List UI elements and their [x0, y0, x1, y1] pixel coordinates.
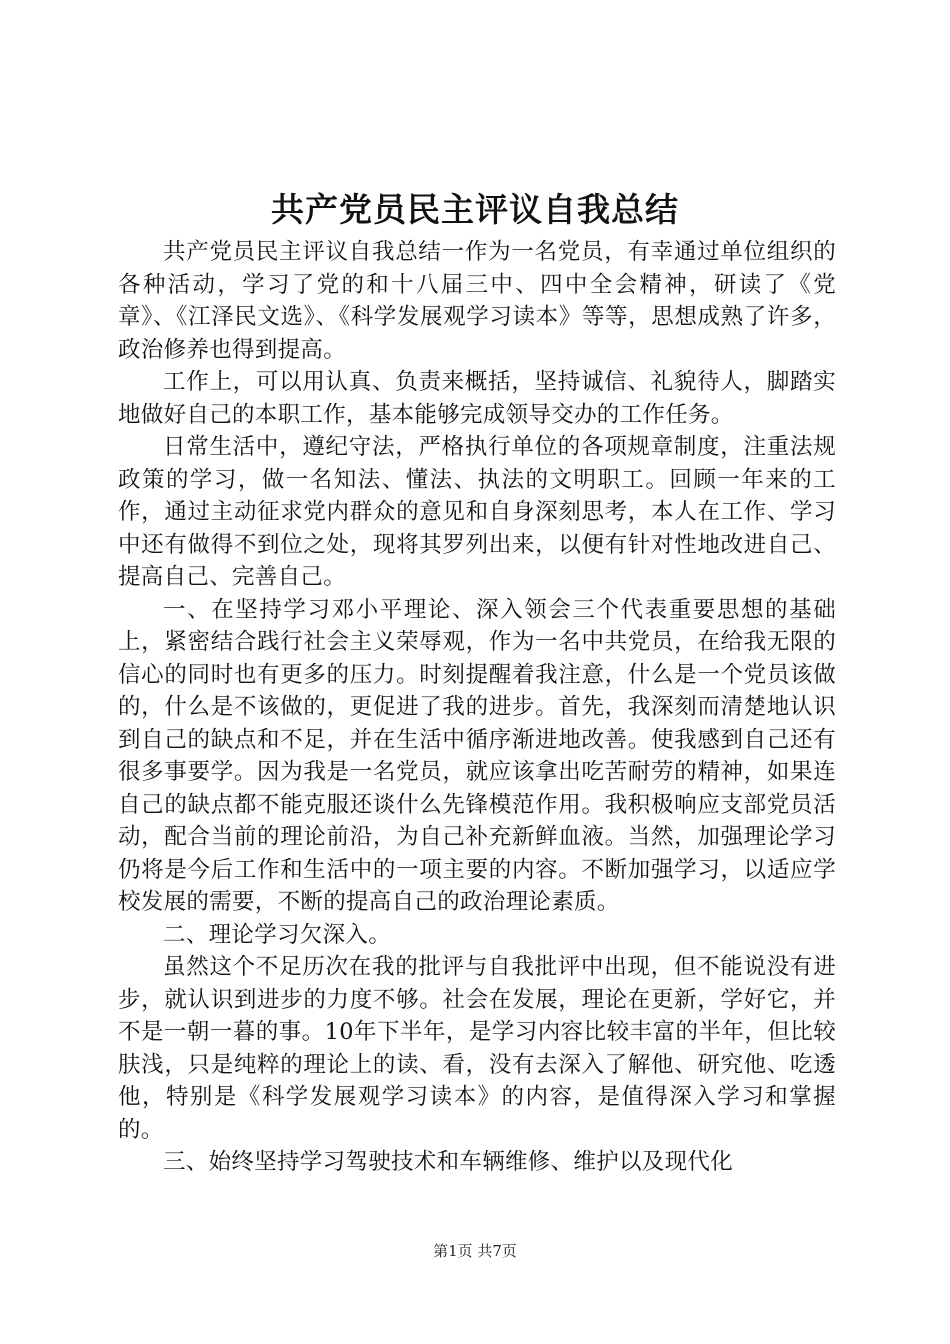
- paragraph: 日常生活中，遵纪守法，严格执行单位的各项规章制度，注重法规政策的学习，做一名知法、懂法、执法的文明职工。回顾一年来的工作，通过主动征求党内群众的意见和自身深刻思考，本人在工作、学习中还有做得不到位之处，现将其罗列出来，以便有针对性地改进自己、提高自己、完善自己。: [118, 434, 836, 590]
- paragraph: 一、在坚持学习邓小平理论、深入领会三个代表重要思想的基础上，紧密结合践行社会主义荣辱观，作为一名中共党员，在给我无限的信心的同时也有更多的压力。时刻提醒着我注意，什么是一个党员该做的，什么是不该做的，更促进了我的进步。首先，我深刻而清楚地认识到自己的缺点和不足，并在生活中循序渐进地改善。使我感到自己还有很多事要学。因为我是一名党员，就应该拿出吃苦耐劳的精神，如果连自己的缺点都不能克服还谈什么先锋模范作用。我积极响应支部党员活动，配合当前的理论前沿，为自己补充新鲜血液。当然，加强理论学习仍将是今后工作和生活中的一项主要的内容。不断加强学习，以适应学校发展的需要，不断的提高自己的政治理论素质。: [118, 596, 836, 915]
- section-heading: 二、理论学习欠深入。: [163, 921, 392, 948]
- paragraph: 工作上，可以用认真、负责来概括，坚持诚信、礼貌待人，脚踏实地做好自己的本职工作，基本能够完成领导交办的工作任务。: [118, 369, 836, 428]
- section-heading: 三、始终坚持学习驾驶技术和车辆维修、维护以及现代化: [163, 1149, 734, 1175]
- page-footer: 第1页 共7页: [433, 1242, 517, 1260]
- paragraph: 共产党员民主评议自我总结一作为一名党员，有幸通过单位组织的各种活动，学习了党的和十八届三中、四中全会精神，研读了《党章》、《江泽民文选》、《科学发展观学习读本》等等，思想成熟了许多，政治修养也得到提高。: [118, 239, 836, 363]
- paragraph: 虽然这个不足历次在我的批评与自我批评中出现，但不能说没有进步，就认识到进步的力度不够。社会在发展，理论在更新，学好它，并不是一朝一暮的事。10年下半年，是学习内容比较丰富的半年，但比较肤浅，只是纯粹的理论上的读、看，没有去深入了解他、研究他、吃透他，特别是《科学发展观学习读本》的内容，是值得深入学习和掌握的。: [118, 954, 836, 1143]
- document-body: [118, 236, 836, 1179]
- document-title: 共产党员民主评议自我总结: [271, 190, 679, 229]
